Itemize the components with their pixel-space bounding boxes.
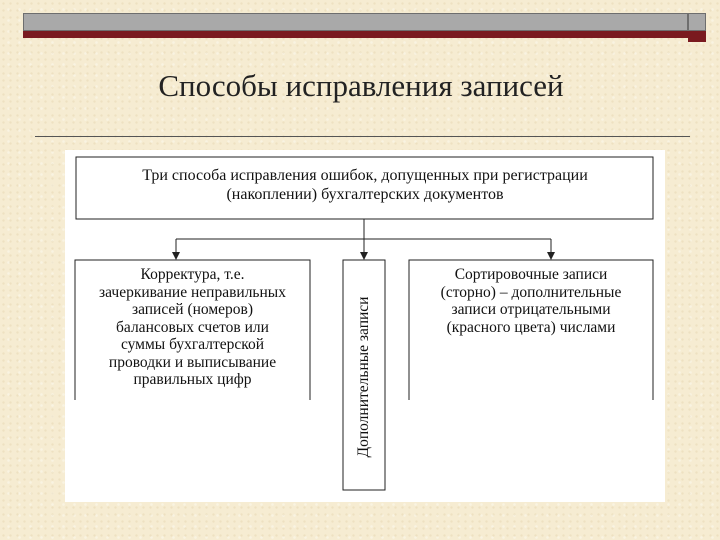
left-box-line: проводки и выписывание bbox=[108, 353, 277, 371]
header-decoration-bar bbox=[23, 13, 688, 31]
right-box-line: записи отрицательными bbox=[451, 301, 611, 318]
top-box-line: (накоплении) бухгалтерских документов bbox=[226, 186, 504, 203]
left-box-line: записей (номеров) bbox=[131, 301, 254, 318]
left-box-text bbox=[75, 266, 310, 389]
diagram-panel bbox=[65, 150, 665, 502]
left-box-line: балансовых счетов или bbox=[116, 318, 269, 336]
right-box-text bbox=[409, 266, 653, 336]
top-box-text bbox=[77, 166, 653, 204]
left-box-line: суммы бухгалтерской bbox=[120, 336, 265, 353]
corner-square-red bbox=[688, 31, 706, 42]
right-box-line: (красного цвета) числами bbox=[446, 318, 616, 336]
left-box-line: правильных цифр bbox=[133, 371, 252, 388]
left-box-line: Корректура, т.е. bbox=[140, 266, 245, 283]
header-decoration-stripe bbox=[23, 31, 688, 38]
middle-box-text bbox=[343, 264, 385, 490]
top-box-line: Три способа исправления ошибок, допущенных при регистрации bbox=[142, 167, 588, 184]
right-box-line: (сторно) – дополнительные bbox=[440, 283, 622, 301]
right-box-line: Сортировочные записи bbox=[454, 266, 608, 283]
corner-square-gray bbox=[688, 13, 706, 31]
middle-box-label: Дополнительные записи bbox=[355, 296, 372, 458]
slide-title: Способы исправления записей bbox=[158, 68, 564, 103]
left-box-line: зачеркивание неправильных bbox=[99, 283, 286, 301]
title-divider bbox=[35, 136, 690, 137]
